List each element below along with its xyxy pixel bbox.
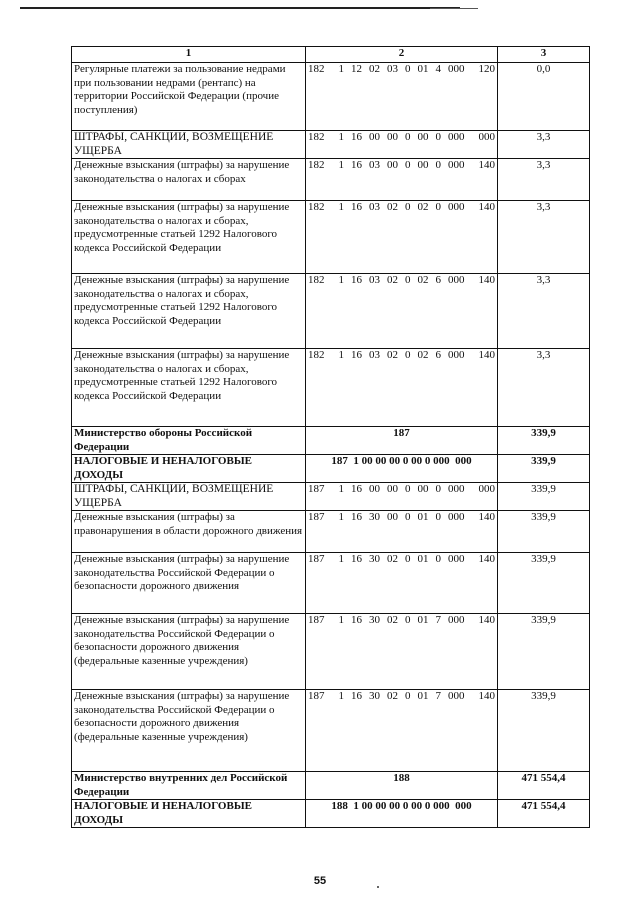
row-amount: 3,3	[498, 274, 590, 349]
row-name: НАЛОГОВЫЕ И НЕНАЛОГОВЫЕ ДОХОДЫ	[72, 455, 306, 483]
row-code	[306, 800, 498, 828]
row-code	[306, 427, 498, 455]
row-code-text: 187 1 16 00 00 0 00 0 000 000	[308, 483, 495, 495]
table-row	[72, 483, 590, 511]
row-code	[306, 159, 498, 201]
row-name: Денежные взыскания (штрафы) за нарушение законодательства Российской Федерации о безопасности дорожного движения (федеральные казенные учреждения)	[72, 614, 306, 690]
row-name: Денежные взыскания (штрафы) за нарушение законодательства о налогах и сборах	[72, 159, 306, 201]
table-row	[72, 63, 590, 131]
row-amount: 339,9	[498, 511, 590, 553]
header-col-3: 3	[498, 47, 590, 63]
table-row	[72, 690, 590, 772]
row-code	[306, 690, 498, 772]
row-code	[306, 63, 498, 131]
row-code	[306, 614, 498, 690]
row-code-text: 188	[393, 772, 410, 784]
table-row	[72, 511, 590, 553]
row-amount: 3,3	[498, 159, 590, 201]
row-code-text: 188 1 00 00 00 0 00 0 000 000	[331, 800, 472, 812]
row-name: Денежные взыскания (штрафы) за нарушение законодательства о налогах и сборах, предусмотренные статьей 1292 Налогового кодекса Российской Федерации	[72, 201, 306, 274]
table-body	[72, 63, 590, 828]
row-amount: 339,9	[498, 614, 590, 690]
row-code	[306, 772, 498, 800]
row-code-text: 187	[393, 427, 410, 439]
row-name: Денежные взыскания (штрафы) за нарушение законодательства о налогах и сборах, предусмотренные статьей 1292 Налогового кодекса Российской Федерации	[72, 349, 306, 427]
row-code-text: 182 1 12 02 03 0 01 4 000 120	[308, 63, 495, 75]
table-row	[72, 159, 590, 201]
row-name: Денежные взыскания (штрафы) за правонарушения в области дорожного движения	[72, 511, 306, 553]
header-row	[72, 47, 590, 63]
table-row	[72, 455, 590, 483]
row-code-text: 182 1 16 00 00 0 00 0 000 000	[308, 131, 495, 143]
row-amount: 471 554,4	[498, 772, 590, 800]
table-row	[72, 131, 590, 159]
row-code-text: 182 1 16 03 00 0 00 0 000 140	[308, 159, 495, 171]
row-code	[306, 455, 498, 483]
row-code-text: 182 1 16 03 02 0 02 6 000 140	[308, 349, 495, 361]
table-row	[72, 274, 590, 349]
row-code	[306, 483, 498, 511]
row-code-text: 182 1 16 03 02 0 02 0 000 140	[308, 201, 495, 213]
header-col-1: 1	[72, 47, 306, 63]
table-row	[72, 772, 590, 800]
row-code	[306, 201, 498, 274]
row-amount: 3,3	[498, 201, 590, 274]
row-amount: 339,9	[498, 483, 590, 511]
table-row	[72, 349, 590, 427]
row-code	[306, 349, 498, 427]
scan-speck	[377, 886, 379, 888]
table-row	[72, 427, 590, 455]
row-amount: 471 554,4	[498, 800, 590, 828]
row-amount: 3,3	[498, 131, 590, 159]
page-number: 55	[313, 875, 327, 887]
row-code-text: 187 1 16 30 02 0 01 7 000 140	[308, 614, 495, 626]
row-name: Регулярные платежи за пользование недрами при пользовании недрами (рентапс) на территории Российской Федерации (прочие поступления)	[72, 63, 306, 131]
table-row	[72, 553, 590, 614]
row-amount: 0,0	[498, 63, 590, 131]
row-amount: 339,9	[498, 690, 590, 772]
table-row	[72, 614, 590, 690]
row-amount: 339,9	[498, 553, 590, 614]
row-name: Министерство обороны Российской Федерации	[72, 427, 306, 455]
row-code	[306, 131, 498, 159]
row-name: Денежные взыскания (штрафы) за нарушение законодательства о налогах и сборах, предусмотренные статьей 1292 Налогового кодекса Российской Федерации	[72, 274, 306, 349]
row-amount: 339,9	[498, 455, 590, 483]
row-amount: 339,9	[498, 427, 590, 455]
row-name: Денежные взыскания (штрафы) за нарушение законодательства Российской Федерации о безопасности дорожного движения	[72, 553, 306, 614]
row-code-text: 182 1 16 03 02 0 02 6 000 140	[308, 274, 495, 286]
top-rule	[20, 7, 460, 9]
revenue-table	[71, 46, 590, 828]
row-name: Денежные взыскания (штрафы) за нарушение законодательства Российской Федерации о безопасности дорожного движения (федеральные казенные учреждения)	[72, 690, 306, 772]
row-code-text: 187 1 16 30 00 0 01 0 000 140	[308, 511, 495, 523]
row-code	[306, 274, 498, 349]
row-amount: 3,3	[498, 349, 590, 427]
table-row	[72, 201, 590, 274]
row-name: ШТРАФЫ, САНКЦИИ, ВОЗМЕЩЕНИЕ УЩЕРБА	[72, 131, 306, 159]
row-code-text: 187 1 16 30 02 0 01 0 000 140	[308, 553, 495, 565]
header-col-2: 2	[306, 47, 498, 63]
row-name: ШТРАФЫ, САНКЦИИ, ВОЗМЕЩЕНИЕ УЩЕРБА	[72, 483, 306, 511]
top-rule-fragment	[430, 8, 478, 9]
row-code	[306, 553, 498, 614]
row-name: Министерство внутренних дел Российской Федерации	[72, 772, 306, 800]
table-row	[72, 800, 590, 828]
row-code-text: 187 1 16 30 02 0 01 7 000 140	[308, 690, 495, 702]
row-code-text: 187 1 00 00 00 0 00 0 000 000	[331, 455, 472, 467]
row-name: НАЛОГОВЫЕ И НЕНАЛОГОВЫЕ ДОХОДЫ	[72, 800, 306, 828]
row-code	[306, 511, 498, 553]
